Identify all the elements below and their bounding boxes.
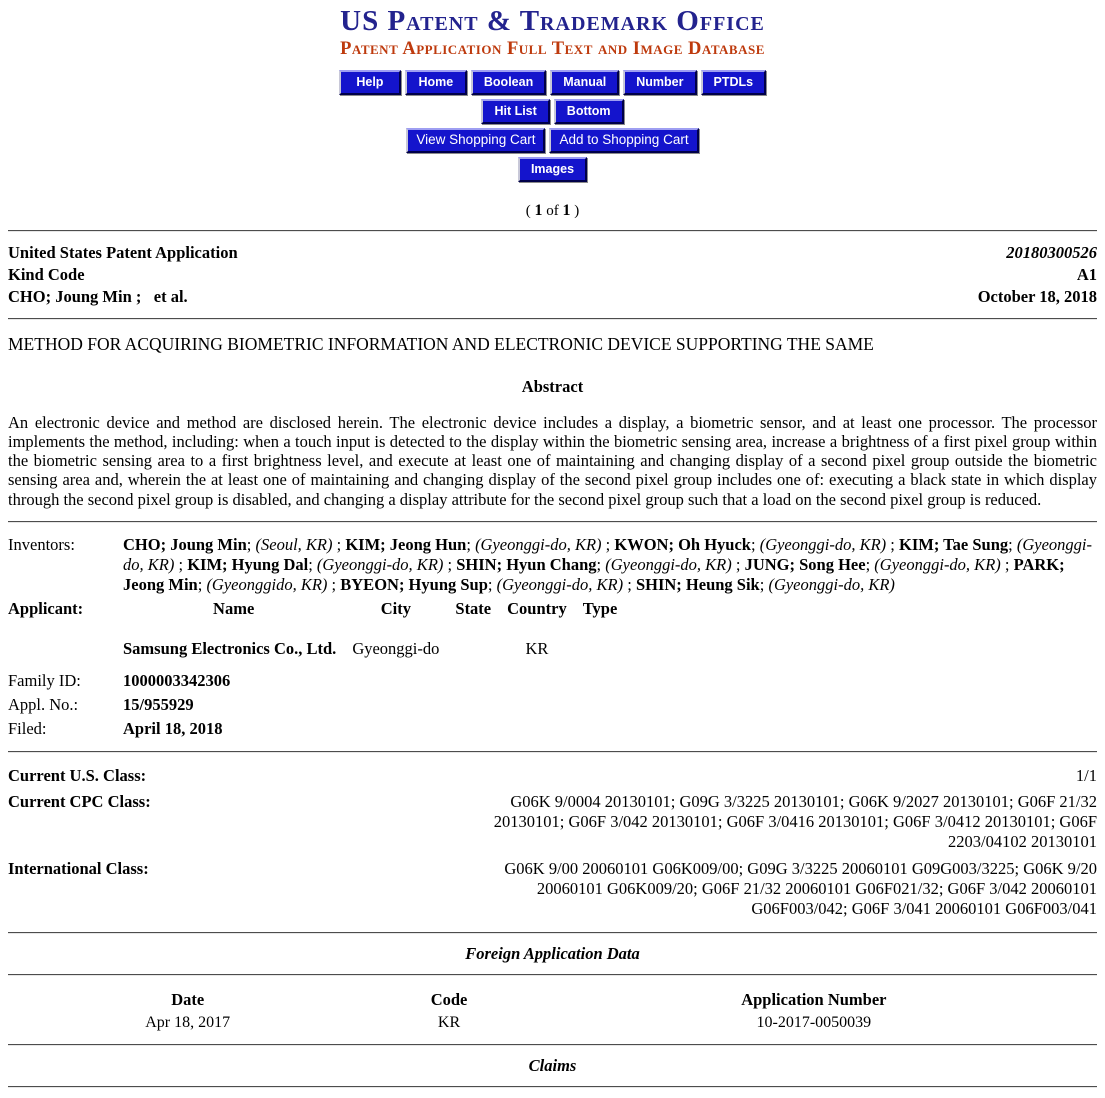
pager-current: 1: [534, 202, 543, 220]
class-value: 1/1: [1075, 766, 1097, 786]
doc-header-row: [8, 242, 1097, 264]
divider: [8, 521, 1097, 523]
applicant-state: [447, 621, 499, 661]
foreign-application-data-table: [8, 986, 1097, 1034]
nav-button-boolean[interactable]: Boolean: [471, 70, 546, 95]
class-row-international-class: [8, 856, 1097, 922]
result-pager: [0, 202, 1105, 220]
classification-table: [8, 763, 1097, 922]
nav-button-home[interactable]: Home: [405, 70, 467, 95]
applicant-name: Samsung Electronics Co., Ltd.: [123, 639, 337, 659]
inventors-label: Inventors:: [8, 535, 75, 555]
foreign-application-number: 10-2017-0050039: [756, 1013, 872, 1031]
applicant-row: [8, 597, 1097, 669]
pager-suffix: ): [570, 203, 580, 220]
inventor-name: BYEON; Hyung Sup: [340, 575, 488, 595]
applicant-city: Gyeonggi-do: [352, 639, 440, 659]
divider: [8, 318, 1097, 320]
applicant-label: Applicant:: [8, 599, 84, 619]
detail-value: 15/955929: [123, 695, 194, 715]
detail-value: April 18, 2018: [123, 719, 223, 739]
inventor-name: JUNG; Song Hee: [744, 555, 866, 575]
inventor-name: KIM; Hyung Dal: [187, 555, 309, 575]
foreign-data-row: [8, 1012, 1097, 1034]
class-label: Current CPC Class:: [8, 792, 151, 812]
masthead: [0, 0, 1105, 60]
nav-button-add-to-shopping-cart[interactable]: Add to Shopping Cart: [549, 128, 698, 153]
detail-label: Appl. No.:: [8, 695, 79, 715]
inventor-location: (Gyeonggi-do, KR): [768, 575, 895, 595]
inventor-location: (Gyeonggi-do, KR): [496, 575, 624, 595]
applicant-col-state: State: [455, 599, 492, 619]
nav-button-bottom[interactable]: Bottom: [554, 99, 624, 124]
site-title: US Patent & Trademark Office: [340, 5, 765, 37]
foreign-application-data-heading: Foreign Application Data: [465, 943, 640, 963]
inventor-location: (Gyeonggi-do, KR): [605, 555, 732, 575]
doc-header-right: A1: [1076, 265, 1097, 285]
detail-label: Family ID:: [8, 671, 81, 691]
doc-header-left: Kind Code: [8, 265, 85, 285]
class-row-current-u-s-class: [8, 763, 1097, 789]
inventor-name: CHO; Joung Min: [123, 535, 247, 555]
divider: [8, 974, 1097, 976]
detail-row-filed: [8, 717, 1097, 741]
divider: [8, 230, 1097, 232]
inventor-location: (Gyeonggi-do, KR): [475, 535, 602, 555]
class-value: G06K 9/00 20060101 G06K009/00; G09G 3/3225 20060101 G09G003/3225; G06K 9/20 20060101 G06K009/20; G06F 21/32 20060101 G06F021/32; G06F 3/042 20060101 G06F003/042; G06F 3/041 20060101 G06F003/041: [504, 858, 1097, 918]
inventors-row: [8, 533, 1097, 597]
doc-header-right: October 18, 2018: [977, 287, 1097, 307]
inventor-name: KWON; Oh Hyuck: [614, 535, 751, 555]
nav-row-3: [0, 128, 1105, 153]
nav-button-images[interactable]: Images: [518, 157, 587, 182]
applicant-table: [123, 599, 625, 661]
invention-title: METHOD FOR ACQUIRING BIOMETRIC INFORMATION AND ELECTRONIC DEVICE SUPPORTING THE SAME: [8, 334, 874, 355]
inventors-value: CHO; Joung Min; (Seoul, KR) ; KIM; Jeong Hun; (Gyeonggi-do, KR) ; KWON; Oh Hyuck; (Gyeonggi-do, KR) ; KIM; Tae Sung; (Gyeonggi-do, KR) ; KIM; Hyung Dal; (Gyeonggi-do, KR) ; SHIN; Hyun Chang; (Gyeonggi-do, KR) ; JUNG; Song Hee; (Gyeonggi-do, KR) ; PARK; Jeong Min; (Gyeonggido, KR) ; BYEON; Hyung Sup; (Gyeonggi-do, KR) ; SHIN; Heung Sik; (Gyeonggi-do, KR): [123, 535, 1092, 595]
inventor-location: (Gyeonggi-do, KR): [759, 535, 887, 555]
detail-row-family-id: [8, 669, 1097, 693]
divider: [8, 751, 1097, 753]
doc-header-row: [8, 286, 1097, 308]
inventor-name: SHIN; Heung Sik: [635, 575, 760, 595]
divider: [8, 932, 1097, 934]
detail-label: Filed:: [8, 719, 47, 739]
abstract-heading: Abstract: [521, 376, 584, 396]
inventor-name: KIM; Jeong Hun: [345, 535, 467, 555]
nav-button-view-shopping-cart[interactable]: View Shopping Cart: [406, 128, 545, 153]
foreign-code: KR: [437, 1013, 461, 1031]
applicant-type: [575, 621, 626, 661]
inventor-location: (Gyeonggi-do, KR): [316, 555, 444, 575]
nav-button-ptdls[interactable]: PTDLs: [701, 70, 767, 95]
foreign-col-application-number: Application Number: [741, 989, 887, 1009]
pager-text: (: [525, 203, 535, 220]
applicant-col-type: Type: [582, 599, 618, 619]
foreign-col-code: Code: [430, 989, 468, 1009]
site-subtitle: Patent Application Full Text and Image Database: [340, 39, 765, 60]
inventor-location: (Gyeonggido, KR): [206, 575, 328, 595]
applicant-data-row: [123, 621, 625, 661]
nav-button-number[interactable]: Number: [623, 70, 696, 95]
nav-button-help[interactable]: Help: [339, 70, 401, 95]
doc-header-left: United States Patent Application: [8, 243, 238, 263]
foreign-col-date: Date: [171, 989, 205, 1009]
class-label: International Class:: [8, 858, 149, 878]
pager-total: 1: [562, 202, 571, 220]
publication-number: 20180300526: [1006, 243, 1097, 263]
inventor-location: (Gyeonggi-do, KR): [874, 555, 1001, 575]
applicant-col-city: City: [380, 599, 411, 619]
doc-header-row: [8, 264, 1097, 286]
detail-row-appl-no: [8, 693, 1097, 717]
pager-of: of: [542, 203, 563, 220]
nav-button-bar: [0, 70, 1105, 182]
detail-value: 1000003342306: [123, 671, 231, 691]
applicant-col-country: Country: [507, 599, 567, 619]
inventor-location: (Seoul, KR): [255, 535, 333, 555]
class-row-current-cpc-class: [8, 789, 1097, 855]
abstract-text: An electronic device and method are disclosed herein. The electronic device includes a display, a biometric sensor, and at least one processor. The processor implements the method, including: when a touch input is detected to the display within the biometric sensing area, increase a brightness of a first pixel group within the biometric sensing area to a first brightness level, and execute at least one of maintaining and changing display of a second pixel group outside the biometric sensing area and, wherein the at least one of maintaining and changing display of the second pixel group includes one of: executing a black state in which display through the second pixel group is disabled, and changing a display attribute for the second pixel group such that a load on the second pixel group is reduced.: [8, 412, 1097, 509]
claims-heading: Claims: [528, 1055, 577, 1075]
class-value: G06K 9/0004 20130101; G09G 3/3225 20130101; G06K 9/2027 20130101; G06F 21/32 20130101; G06F 3/042 20130101; G06F 3/0416 20130101; G06F 3/0412 20130101; G06F 2203/04102 20130101: [493, 792, 1097, 852]
divider: [8, 1086, 1097, 1088]
nav-row-4: [0, 157, 1105, 182]
applicant-col-name: Name: [213, 599, 255, 619]
class-label: Current U.S. Class:: [8, 766, 147, 786]
document-header-table: [8, 242, 1097, 308]
applicant-country: KR: [525, 639, 549, 659]
nav-row-1: [0, 70, 1105, 95]
divider: [8, 1044, 1097, 1046]
inventor-name: KIM; Tae Sung: [899, 535, 1009, 555]
foreign-date: Apr 18, 2017: [145, 1013, 231, 1031]
nav-button-manual[interactable]: Manual: [550, 70, 619, 95]
nav-button-hit-list[interactable]: Hit List: [481, 99, 549, 124]
inventor-location: (Gyeonggi-do, KR): [123, 535, 1092, 575]
nav-row-2: [0, 99, 1105, 124]
inventor-name: PARK; Jeong Min: [123, 555, 1065, 595]
bibliographic-table: [8, 533, 1097, 741]
doc-header-left: CHO; Joung Min ; et al.: [8, 287, 188, 307]
inventor-name: SHIN; Hyun Chang: [456, 555, 597, 575]
